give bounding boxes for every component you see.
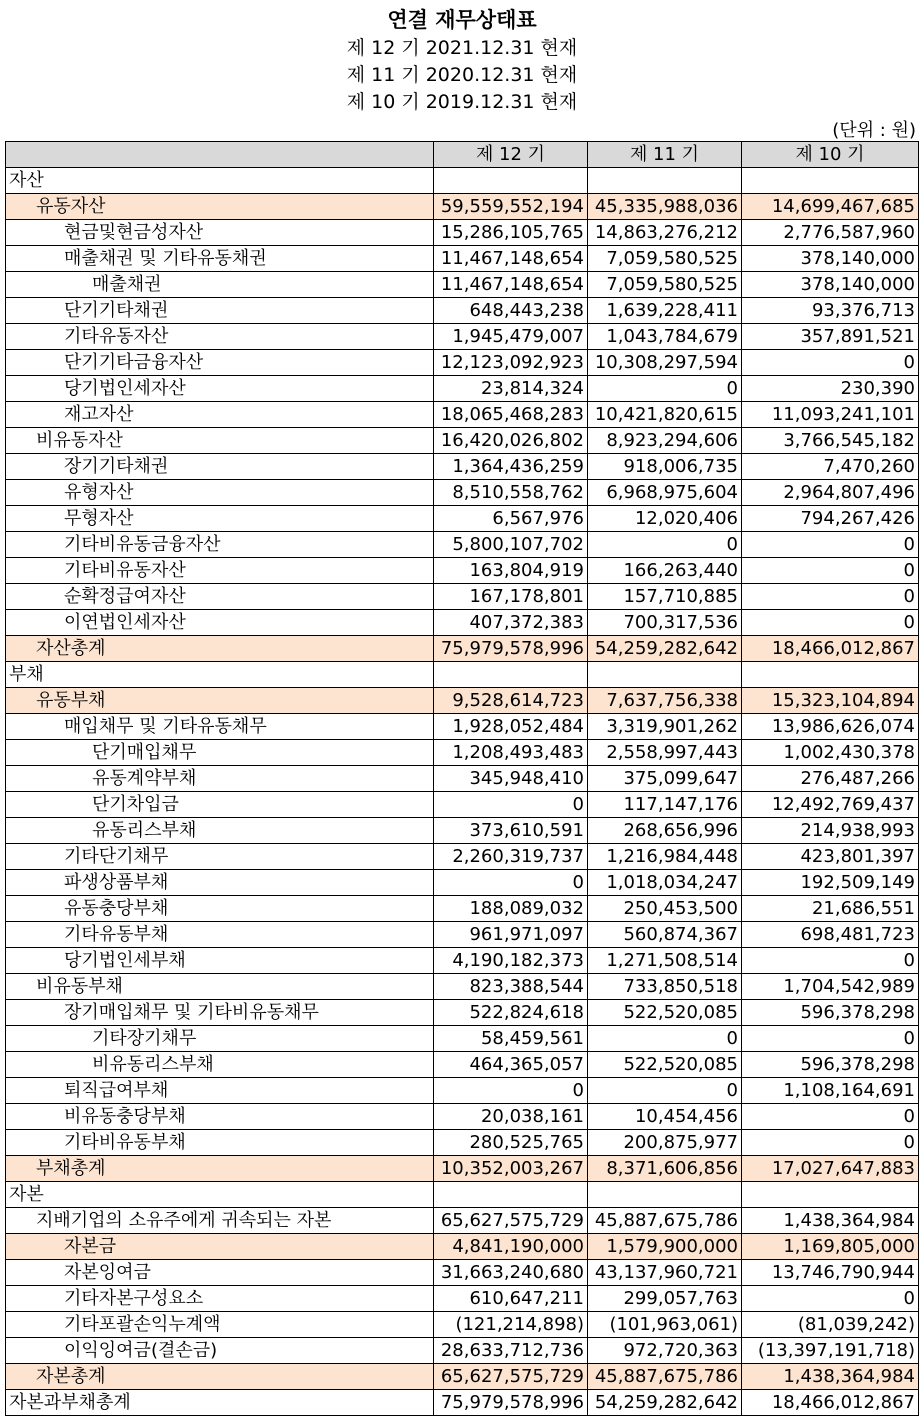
row-label: 기타비유동금융자산 [6, 532, 434, 558]
row-value: 733,850,518 [588, 974, 742, 1000]
row-label: 자본잉여금 [6, 1260, 434, 1286]
row-label: 단기매입채무 [6, 740, 434, 766]
table-row [6, 428, 919, 454]
table-row [6, 1000, 919, 1026]
row-label: 유동자산 [6, 194, 434, 220]
row-value: 12,492,769,437 [742, 792, 919, 818]
row-value: 28,633,712,736 [434, 1338, 588, 1364]
row-value: 357,891,521 [742, 324, 919, 350]
row-value: 2,964,807,496 [742, 480, 919, 506]
row-label: 단기기타금융자산 [6, 350, 434, 376]
row-value: 522,520,085 [588, 1052, 742, 1078]
table-row [6, 636, 919, 662]
row-value: 0 [742, 1104, 919, 1130]
row-value: 0 [742, 1286, 919, 1312]
row-label: 이익잉여금(결손금) [6, 1338, 434, 1364]
row-value: 1,438,364,984 [742, 1364, 919, 1390]
table-row [6, 922, 919, 948]
row-value: 407,372,383 [434, 610, 588, 636]
row-value: 1,108,164,691 [742, 1078, 919, 1104]
row-value: 972,720,363 [588, 1338, 742, 1364]
row-label: 유동부채 [6, 688, 434, 714]
table-row [6, 610, 919, 636]
table-row [6, 220, 919, 246]
table-row [6, 662, 919, 688]
row-value: 1,639,228,411 [588, 298, 742, 324]
table-row [6, 402, 919, 428]
table-row [6, 1156, 919, 1182]
row-value: 3,319,901,262 [588, 714, 742, 740]
row-value: 268,656,996 [588, 818, 742, 844]
row-label: 당기법인세자산 [6, 376, 434, 402]
row-label: 자본금 [6, 1234, 434, 1260]
table-row [6, 714, 919, 740]
row-value: 45,887,675,786 [588, 1208, 742, 1234]
row-value: 18,065,468,283 [434, 402, 588, 428]
row-value: 13,986,626,074 [742, 714, 919, 740]
row-value: 93,376,713 [742, 298, 919, 324]
unit-label: (단위 : 원) [832, 120, 916, 141]
balance-sheet-table [5, 141, 919, 1416]
row-label: 장기매입채무 및 기타비유동채무 [6, 1000, 434, 1026]
row-label: 기타유동부채 [6, 922, 434, 948]
row-value: 1,169,805,000 [742, 1234, 919, 1260]
table-row [6, 1078, 919, 1104]
row-value [742, 1182, 919, 1208]
table-row [6, 246, 919, 272]
table-row [6, 792, 919, 818]
row-value: 560,874,367 [588, 922, 742, 948]
row-value: 167,178,801 [434, 584, 588, 610]
row-value: 0 [588, 1026, 742, 1052]
row-value: (101,963,061) [588, 1312, 742, 1338]
row-value: 163,804,919 [434, 558, 588, 584]
row-value: 1,438,364,984 [742, 1208, 919, 1234]
row-value: 20,038,161 [434, 1104, 588, 1130]
row-value: 700,317,536 [588, 610, 742, 636]
table-row [6, 1026, 919, 1052]
table-row [6, 1052, 919, 1078]
row-value: 59,559,552,194 [434, 194, 588, 220]
table-row [6, 168, 919, 194]
table-row [6, 1286, 919, 1312]
row-label: 비유동자산 [6, 428, 434, 454]
column-header-label [6, 142, 434, 168]
row-label: 기타단기채무 [6, 844, 434, 870]
table-row [6, 1260, 919, 1286]
row-value: 0 [742, 584, 919, 610]
row-value: 117,147,176 [588, 792, 742, 818]
period-line-1: 제 12 기 2021.12.31 현재 [346, 37, 578, 59]
table-row [6, 896, 919, 922]
row-value: 75,979,578,996 [434, 1390, 588, 1416]
row-value: 12,020,406 [588, 506, 742, 532]
row-value: 14,863,276,212 [588, 220, 742, 246]
table-row [6, 1182, 919, 1208]
row-value: 214,938,993 [742, 818, 919, 844]
table-row [6, 740, 919, 766]
table-row [6, 584, 919, 610]
row-value: 0 [742, 532, 919, 558]
row-label: 자본과부채총계 [6, 1390, 434, 1416]
row-value: 280,525,765 [434, 1130, 588, 1156]
table-row [6, 1312, 919, 1338]
row-value [588, 168, 742, 194]
row-value: 0 [742, 610, 919, 636]
row-value: 58,459,561 [434, 1026, 588, 1052]
table-row [6, 1338, 919, 1364]
row-value: 157,710,885 [588, 584, 742, 610]
table-row [6, 350, 919, 376]
row-label: 유동리스부채 [6, 818, 434, 844]
row-value: 192,509,149 [742, 870, 919, 896]
table-row [6, 1130, 919, 1156]
period-line-2: 제 11 기 2020.12.31 현재 [346, 64, 578, 86]
row-label: 기타포괄손익누계액 [6, 1312, 434, 1338]
row-value: 8,923,294,606 [588, 428, 742, 454]
table-row [6, 1208, 919, 1234]
row-value: 10,308,297,594 [588, 350, 742, 376]
table-row [6, 1104, 919, 1130]
row-value: 1,945,479,007 [434, 324, 588, 350]
row-value: (121,214,898) [434, 1312, 588, 1338]
row-value: 0 [742, 1026, 919, 1052]
row-value: 4,841,190,000 [434, 1234, 588, 1260]
document-title: 연결 재무상태표 [387, 8, 537, 32]
row-value: 0 [742, 948, 919, 974]
row-value: 16,420,026,802 [434, 428, 588, 454]
table-row [6, 298, 919, 324]
row-label: 유동계약부채 [6, 766, 434, 792]
row-value: 7,637,756,338 [588, 688, 742, 714]
row-label: 비유동부채 [6, 974, 434, 1000]
row-value: 4,190,182,373 [434, 948, 588, 974]
row-label: 기타비유동부채 [6, 1130, 434, 1156]
row-value: 31,663,240,680 [434, 1260, 588, 1286]
row-value: 65,627,575,729 [434, 1364, 588, 1390]
table-row [6, 506, 919, 532]
row-value: 45,887,675,786 [588, 1364, 742, 1390]
row-label: 기타유동자산 [6, 324, 434, 350]
row-value: 2,776,587,960 [742, 220, 919, 246]
table-row [6, 870, 919, 896]
row-value: 10,352,003,267 [434, 1156, 588, 1182]
row-value: 464,365,057 [434, 1052, 588, 1078]
table-row [6, 844, 919, 870]
row-label: 퇴직급여부채 [6, 1078, 434, 1104]
row-value: 1,216,984,448 [588, 844, 742, 870]
row-value: 522,824,618 [434, 1000, 588, 1026]
row-label: 지배기업의 소유주에게 귀속되는 자본 [6, 1208, 434, 1234]
row-value: 13,746,790,944 [742, 1260, 919, 1286]
column-header-period-12: 제 12 기 [434, 142, 588, 168]
row-value: 7,470,260 [742, 454, 919, 480]
row-value: 961,971,097 [434, 922, 588, 948]
table-row [6, 688, 919, 714]
row-label: 매입채무 및 기타유동채무 [6, 714, 434, 740]
row-value: 10,454,456 [588, 1104, 742, 1130]
table-row [6, 376, 919, 402]
row-value: 166,263,440 [588, 558, 742, 584]
row-label: 무형자산 [6, 506, 434, 532]
row-value: 45,335,988,036 [588, 194, 742, 220]
row-value: 230,390 [742, 376, 919, 402]
row-label: 단기기타채권 [6, 298, 434, 324]
table-row [6, 1364, 919, 1390]
row-value: 8,371,606,856 [588, 1156, 742, 1182]
row-value: 345,948,410 [434, 766, 588, 792]
row-label: 현금및현금성자산 [6, 220, 434, 246]
row-value: 423,801,397 [742, 844, 919, 870]
row-label: 단기차입금 [6, 792, 434, 818]
row-value: 596,378,298 [742, 1000, 919, 1026]
row-value: 6,968,975,604 [588, 480, 742, 506]
row-value: (13,397,191,718) [742, 1338, 919, 1364]
row-value: 14,699,467,685 [742, 194, 919, 220]
row-value: 65,627,575,729 [434, 1208, 588, 1234]
row-value: 8,510,558,762 [434, 480, 588, 506]
table-row [6, 480, 919, 506]
row-label: 파생상품부채 [6, 870, 434, 896]
row-value: 12,123,092,923 [434, 350, 588, 376]
row-value: 378,140,000 [742, 246, 919, 272]
row-value: 0 [742, 558, 919, 584]
row-label: 매출채권 [6, 272, 434, 298]
row-value: 9,528,614,723 [434, 688, 588, 714]
row-label: 부채 [6, 662, 434, 688]
row-value: 75,979,578,996 [434, 636, 588, 662]
row-value: 1,928,052,484 [434, 714, 588, 740]
period-line-3: 제 10 기 2019.12.31 현재 [346, 91, 578, 113]
row-value: 373,610,591 [434, 818, 588, 844]
table-row [6, 1390, 919, 1416]
row-value: 6,567,976 [434, 506, 588, 532]
row-value: 7,059,580,525 [588, 272, 742, 298]
row-value: 15,286,105,765 [434, 220, 588, 246]
row-value [742, 168, 919, 194]
row-value: 10,421,820,615 [588, 402, 742, 428]
row-label: 비유동리스부채 [6, 1052, 434, 1078]
row-label: 당기법인세부채 [6, 948, 434, 974]
row-value: 1,018,034,247 [588, 870, 742, 896]
row-value: 23,814,324 [434, 376, 588, 402]
row-value: 2,260,319,737 [434, 844, 588, 870]
row-value: 11,467,148,654 [434, 272, 588, 298]
row-value: 0 [434, 1078, 588, 1104]
table-row [6, 818, 919, 844]
row-value: 0 [588, 376, 742, 402]
row-value: 610,647,211 [434, 1286, 588, 1312]
row-value: 11,467,148,654 [434, 246, 588, 272]
row-value: 17,027,647,883 [742, 1156, 919, 1182]
table-row [6, 766, 919, 792]
row-value: 0 [434, 870, 588, 896]
row-label: 비유동충당부채 [6, 1104, 434, 1130]
row-value: 200,875,977 [588, 1130, 742, 1156]
row-label: 매출채권 및 기타유동채권 [6, 246, 434, 272]
table-row [6, 272, 919, 298]
row-value: 2,558,997,443 [588, 740, 742, 766]
row-value: 54,259,282,642 [588, 1390, 742, 1416]
table-body [6, 168, 919, 1416]
row-value: 0 [434, 792, 588, 818]
row-value: 188,089,032 [434, 896, 588, 922]
row-value: 0 [588, 532, 742, 558]
row-value [434, 662, 588, 688]
row-label: 부채총계 [6, 1156, 434, 1182]
row-value: 1,043,784,679 [588, 324, 742, 350]
row-label: 자본 [6, 1182, 434, 1208]
row-value: 18,466,012,867 [742, 636, 919, 662]
row-value: 276,487,266 [742, 766, 919, 792]
row-value [742, 662, 919, 688]
row-label: 순확정급여자산 [6, 584, 434, 610]
row-value: 698,481,723 [742, 922, 919, 948]
table-row [6, 948, 919, 974]
row-value: 299,057,763 [588, 1286, 742, 1312]
row-value: 1,002,430,378 [742, 740, 919, 766]
table-row [6, 324, 919, 350]
table-row [6, 558, 919, 584]
row-label: 유형자산 [6, 480, 434, 506]
row-value: 1,364,436,259 [434, 454, 588, 480]
row-value: 1,208,493,483 [434, 740, 588, 766]
row-label: 유동충당부채 [6, 896, 434, 922]
row-value [588, 662, 742, 688]
row-value: 1,579,900,000 [588, 1234, 742, 1260]
row-value [434, 168, 588, 194]
table-row [6, 974, 919, 1000]
row-value: 18,466,012,867 [742, 1390, 919, 1416]
row-value: 0 [588, 1078, 742, 1104]
row-value: 3,766,545,182 [742, 428, 919, 454]
row-label: 재고자산 [6, 402, 434, 428]
row-label: 기타자본구성요소 [6, 1286, 434, 1312]
row-value: 15,323,104,894 [742, 688, 919, 714]
row-label: 자산총계 [6, 636, 434, 662]
row-value: (81,039,242) [742, 1312, 919, 1338]
table-row [6, 194, 919, 220]
table-row [6, 532, 919, 558]
row-label: 이연법인세자산 [6, 610, 434, 636]
row-value: 11,093,241,101 [742, 402, 919, 428]
table-row [6, 454, 919, 480]
row-value: 54,259,282,642 [588, 636, 742, 662]
table-row [6, 1234, 919, 1260]
row-value: 522,520,085 [588, 1000, 742, 1026]
row-label: 자산 [6, 168, 434, 194]
row-value: 794,267,426 [742, 506, 919, 532]
row-value: 0 [742, 1130, 919, 1156]
column-header-period-11: 제 11 기 [588, 142, 742, 168]
row-value: 1,704,542,989 [742, 974, 919, 1000]
row-value: 0 [742, 350, 919, 376]
row-value: 596,378,298 [742, 1052, 919, 1078]
row-value: 918,006,735 [588, 454, 742, 480]
row-label: 자본총계 [6, 1364, 434, 1390]
row-value: 250,453,500 [588, 896, 742, 922]
row-value [588, 1182, 742, 1208]
row-value: 1,271,508,514 [588, 948, 742, 974]
header-row [6, 142, 919, 168]
row-label: 기타비유동자산 [6, 558, 434, 584]
row-value: 5,800,107,702 [434, 532, 588, 558]
row-label: 장기기타채권 [6, 454, 434, 480]
row-value: 378,140,000 [742, 272, 919, 298]
row-value: 648,443,238 [434, 298, 588, 324]
row-value [434, 1182, 588, 1208]
row-value: 823,388,544 [434, 974, 588, 1000]
row-value: 375,099,647 [588, 766, 742, 792]
row-value: 43,137,960,721 [588, 1260, 742, 1286]
row-label: 기타장기채무 [6, 1026, 434, 1052]
row-value: 21,686,551 [742, 896, 919, 922]
column-header-period-10: 제 10 기 [742, 142, 919, 168]
row-value: 7,059,580,525 [588, 246, 742, 272]
